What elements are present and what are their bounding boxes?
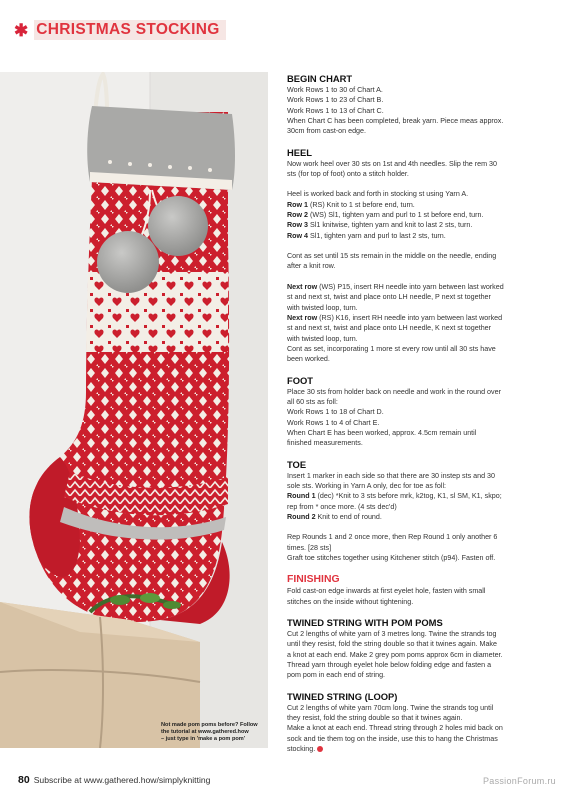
heel-text-2: Heel is worked back and forth in stocking st using Yarn A. Row 1 (RS) Knit to 1 st before end, turn. Row 2 (WS) Sl1, tighten yarn and purl to 1 st before end, turn. Row 3 Sl1 knitwise, tighten yarn and knit to last 2 sts, turn. Row 4 Sl1, tighten yarn and purl to last 2 sts, turn.: [287, 190, 484, 240]
finishing-text: Fold cast-on edge inwards at first eyelet hole, fasten with small stitches on the inside without tightening.: [287, 587, 486, 606]
section-heading-finishing: FINISHING: [287, 574, 340, 586]
pattern-instructions: [287, 73, 543, 755]
heel-text-4: Next row (WS) P15, insert RH needle into yarn between last worked st and next st, twist and place onto LH needle, P next st together with twisted loop, turn. Next row (RS) K16, insert RH needle into yarn between last worked st and next st, twist and place onto LH needle, K next st together with twisted loop, turn. Cont as set, incorporating 1 more st every row until all 30 sts have been worked.: [287, 282, 504, 364]
section-heading-begin-chart: BEGIN CHART: [287, 73, 353, 84]
photo-caption: Not made pom poms before? Follow the tutorial at www.gathered.how – just type in 'make a pom pom': [161, 722, 258, 743]
page-title: CHRISTMAS STOCKING: [34, 20, 225, 40]
subscribe-link[interactable]: Subscribe at www.gathered.how/simplyknitting: [33, 775, 211, 785]
loop-text: Cut 2 lengths of white yarn 70cm long. Twine the strands tog until they resist, fold the string double so that it twines again. Make a knot at each end. Thread string through 2 holes mid back on sock and tie them tog on the inside, use this to hang the Christmas stocking.: [287, 703, 503, 754]
stocking-photo: [0, 72, 268, 748]
section-heading-toe: TOE: [287, 458, 307, 470]
page-footer: [18, 774, 210, 786]
watermark: PassionForum.ru: [482, 776, 556, 786]
asterisk-icon: ✱: [14, 20, 29, 40]
section-heading-pom-poms: TWINED STRING WITH POM POMS: [287, 617, 443, 629]
section-heading-loop: TWINED STRING (LOOP): [287, 690, 398, 702]
section-heading-heel: HEEL: [287, 146, 313, 158]
heel-text-1: Now work heel over 30 sts on 1st and 4th needles. Slip the rem 30 sts (for top of foot) onto a stitch holder.: [287, 159, 497, 179]
pom-poms-text: Cut 2 lengths of white yarn of 3 metres long. Twine the strands tog until they resist, fold the string double so that it twines again. Make a knot at each end. Make 2 grey pom poms approx 6cm in diameter. Thread yarn through eyelet hole below folding edge and fasten a pom pom in each end of string.: [287, 630, 503, 680]
heel-text-3: Cont as set until 15 sts remain in the middle on the needle, ending after a knit row.: [287, 252, 497, 271]
toe-text-1: Insert 1 marker in each side so that there are 30 instep sts and 30 sole sts. Working in Yarn A only, dec for toe as foll: Round 1 (dec) *Knit to 3 sts before mrk, k2tog, K1, sl SM, K1, skpo; rep from * once more. (4 sts dec'd) Round 2 Knit to end of round.: [287, 471, 502, 521]
end-dot-icon: [317, 746, 323, 752]
foot-text: Place 30 sts from holder back on needle and work in the round over all 60 sts as foll: Work Rows 1 to 18 of Chart D. Work Rows 1 to 4 of Chart E. When Chart E has been worked, approx. 4.5cm remain until finished measurements.: [287, 387, 501, 448]
toe-text-2: Rep Rounds 1 and 2 once more, then Rep Round 1 only another 6 times. [28 sts] Graft toe stitches together using Kitchener stitch (p94). Fasten off.: [287, 533, 498, 563]
page-number: 80: [18, 774, 30, 786]
begin-chart-text: Work Rows 1 to 30 of Chart A. Work Rows 1 to 23 of Chart B. Work Rows 1 to 13 of Chart C. When Chart C has been completed, break yarn. Piece meas approx. 30cm from cast-on edge.: [287, 86, 504, 136]
section-heading-foot: FOOT: [287, 374, 314, 386]
page-header: [14, 20, 226, 40]
